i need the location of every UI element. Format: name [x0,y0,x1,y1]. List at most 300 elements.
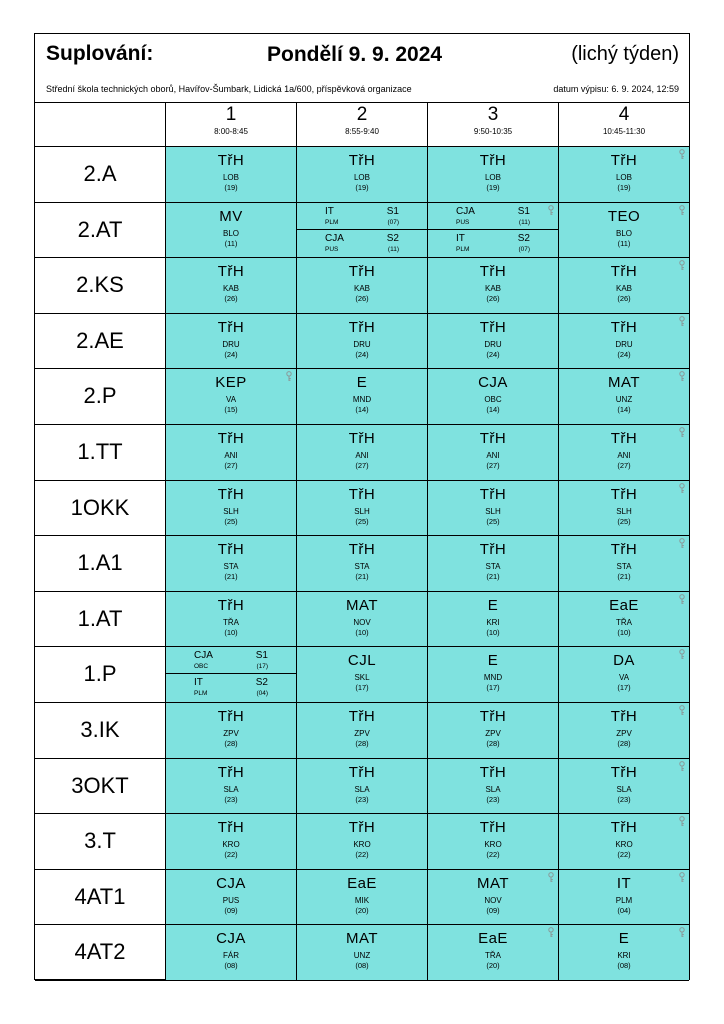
group-label: S1 [386,205,399,217]
lesson-room: (27) [486,461,500,470]
lesson-cell [427,647,558,702]
lesson-subject: TřH [479,318,507,336]
lesson-cell [427,258,558,313]
key-icon [678,483,686,494]
lesson-teacher: KAB [353,284,370,294]
lesson-subject: TřH [217,152,245,169]
key-icon [547,872,555,883]
lesson-subject: E [487,652,499,670]
table-row [35,536,689,592]
lesson-teacher: SLA [354,784,370,794]
lesson-cell [296,647,427,702]
class-label: 1OKK [70,494,130,520]
lesson-cell [427,369,558,424]
group-label: S1 [255,650,268,662]
lesson-teacher: ZPV [223,729,239,738]
lesson-cell [165,369,296,424]
lesson-teacher: SLA [616,784,632,794]
lesson-room: (27) [355,461,369,470]
lesson-teacher: NOV [484,895,502,905]
lesson-room: (15) [224,405,238,415]
lesson-room: (07) [518,245,530,253]
lesson-teacher: LOB [222,173,239,182]
lesson-teacher: PUS [325,245,339,253]
lesson-cell [558,481,689,536]
lesson-cell [427,314,558,369]
lesson-teacher: PLM [456,245,470,253]
lesson-teacher: KRO [222,840,240,850]
lesson-teacher: SLH [223,506,239,516]
lesson-cell [427,814,558,869]
lesson-teacher: DRU [615,339,633,349]
lesson-subject: TřH [610,152,638,169]
lesson-subject: IT [325,205,334,217]
period-time: 9:50-10:35 [473,127,513,136]
lesson-teacher: SLA [223,784,239,794]
lesson-cell [427,147,558,202]
lesson-cell [165,870,296,925]
lesson-room: (26) [355,294,369,304]
lesson-teacher: DRU [222,339,240,349]
lesson-teacher: TŘA [616,617,632,627]
lesson-subject: EaE [347,874,377,892]
lesson-room: (20) [355,905,369,915]
class-label: 3OKT [71,772,129,798]
lesson-subject: CJL [347,652,377,670]
lesson-cell [558,703,689,758]
lesson-teacher: TŘA [485,951,501,961]
lesson-teacher: PUS [456,218,470,226]
lesson-subject: TřH [610,763,638,781]
group-lesson [297,203,427,230]
lesson-room: (17) [617,683,631,693]
lesson-subject: TřH [479,819,507,837]
lesson-subject: TřH [610,263,638,281]
lesson-subject: TřH [610,819,638,837]
lesson-room: (22) [355,850,369,860]
lesson-teacher: KAB [222,284,239,294]
class-label: 1.AT [77,605,123,631]
lesson-cell [427,870,558,925]
lesson-room: (20) [486,961,500,971]
lesson-cell [296,203,427,258]
lesson-cell [296,592,427,647]
key-icon [678,149,686,160]
lesson-cell [165,647,296,702]
lesson-cell [558,814,689,869]
lesson-room: (11) [224,238,238,248]
lesson-room: (24) [617,349,631,359]
class-label: 1.TT [77,439,123,464]
lesson-subject: TřH [610,318,638,336]
key-icon [678,649,686,660]
lesson-subject: TřH [217,541,245,559]
lesson-teacher: STA [616,562,632,572]
class-label: 2.KS [76,272,124,298]
lesson-teacher: SLH [354,506,370,516]
table-row [35,814,689,870]
lesson-subject: TřH [479,763,507,781]
lesson-room: (19) [486,183,500,192]
lesson-teacher: LOB [353,173,370,182]
lesson-teacher: STA [485,562,501,572]
key-icon [678,427,686,438]
key-icon [678,205,686,216]
lesson-subject: E [618,930,630,948]
lesson-room: (27) [617,461,631,470]
lesson-cell [558,759,689,814]
lesson-teacher: NOV [353,617,371,627]
lesson-room: (14) [355,405,369,415]
key-icon [678,705,686,716]
lesson-cell [296,870,427,925]
lesson-subject: TřH [610,430,638,447]
table-row [35,481,689,537]
lesson-subject: TřH [610,541,638,559]
lesson-subject: CJA [194,650,213,662]
table-row [35,703,689,759]
lesson-room: (10) [617,627,631,637]
lesson-room: (19) [224,183,238,192]
table-row [35,314,689,370]
lesson-cell [165,759,296,814]
group-lesson [166,674,296,701]
lesson-room: (11) [518,218,530,226]
lesson-teacher: MND [483,673,503,683]
lesson-room: (07) [387,218,399,226]
lesson-subject: TřH [217,819,245,837]
key-icon [678,927,686,938]
lesson-subject: TřH [479,430,507,447]
lesson-room: (23) [224,794,238,804]
table-row [35,592,689,648]
lesson-cell [558,147,689,202]
lesson-subject: TřH [348,430,376,447]
lesson-subject: TřH [217,708,245,725]
lesson-subject: TřH [348,152,376,169]
table-row [35,258,689,314]
lesson-subject: MAT [476,874,510,892]
lesson-subject: E [356,374,368,392]
lesson-room: (04) [617,905,631,915]
key-icon [547,205,555,216]
lesson-room: (28) [617,739,631,748]
lesson-cell [558,592,689,647]
lesson-cell [427,425,558,480]
lesson-cell [165,481,296,536]
lesson-room: (08) [224,961,238,971]
lesson-teacher: PLM [615,895,633,905]
period-time: 10:45-11:30 [602,127,646,136]
lesson-cell [165,925,296,980]
lesson-room: (27) [224,461,238,470]
lesson-teacher: OBC [484,395,502,405]
lesson-room: (11) [617,238,631,248]
key-icon [285,371,293,382]
lesson-room: (17) [355,683,369,693]
lesson-room: (24) [355,349,369,359]
lesson-room: (08) [617,961,631,971]
lesson-teacher: PUS [222,895,240,905]
class-label: 2.AE [76,327,124,353]
lesson-subject: KEP [215,374,247,392]
lesson-room: (10) [355,627,369,637]
lesson-room: (25) [355,516,369,526]
lesson-room: (10) [224,627,238,637]
lesson-subject: MAT [345,930,379,948]
period-number: 2 [356,104,368,125]
lesson-teacher: SLH [485,506,501,516]
lesson-teacher: DRU [484,339,502,349]
lesson-teacher: ANI [617,451,631,460]
lesson-cell [427,536,558,591]
lesson-room: (14) [617,405,631,415]
lesson-subject: EaE [478,930,508,948]
lesson-teacher: MND [352,395,372,405]
lesson-cell [165,703,296,758]
lesson-room: (09) [486,905,500,915]
lesson-subject: TřH [348,819,376,837]
lesson-room: (14) [486,405,500,415]
period-header-row [35,102,689,147]
lesson-teacher: VA [618,673,630,683]
lesson-subject: TřH [610,485,638,503]
lesson-subject: CJA [216,874,246,892]
lesson-cell [165,314,296,369]
lesson-cell [165,814,296,869]
lesson-cell [165,536,296,591]
group-lesson [297,230,427,257]
lesson-room: (24) [224,349,238,359]
lesson-subject: TřH [217,318,245,336]
group-label: S2 [255,677,268,689]
lesson-teacher: OBC [194,663,209,671]
lesson-subject: TřH [479,708,507,725]
class-label: 1.P [83,661,117,687]
key-icon [678,538,686,549]
lesson-subject: TřH [217,596,245,614]
lesson-teacher: KRO [615,840,633,850]
lesson-teacher: KRI [486,617,500,627]
lesson-room: (11) [387,245,399,253]
lesson-subject: CJA [325,232,344,244]
lesson-cell [558,647,689,702]
key-icon [678,371,686,382]
lesson-cell [558,536,689,591]
lesson-subject: TřH [348,318,376,336]
lesson-teacher: UNZ [353,951,371,961]
period-number: 1 [225,104,237,125]
class-label: 4AT1 [74,883,126,909]
lesson-subject: IT [616,874,632,892]
lesson-teacher: PLM [325,218,339,226]
lesson-teacher: KAB [615,284,632,294]
lesson-teacher: LOB [484,173,501,182]
period-header-1 [165,102,296,146]
lesson-room: (28) [486,739,500,748]
lesson-subject: TřH [348,541,376,559]
lesson-teacher: KRI [617,951,631,961]
lesson-cell [296,425,427,480]
lesson-subject: MAT [345,596,379,614]
lesson-room: (26) [224,294,238,304]
lesson-teacher: BLO [222,228,239,238]
lesson-cell [296,703,427,758]
lesson-cell [165,425,296,480]
lesson-room: (19) [617,183,631,192]
group-lesson [428,230,558,257]
lesson-room: (23) [486,794,500,804]
lesson-cell [558,203,689,258]
lesson-cell [427,592,558,647]
lesson-cell [296,314,427,369]
lesson-subject: TřH [479,485,507,503]
lesson-teacher: KRO [353,840,371,850]
lesson-teacher: VA [225,395,237,405]
lesson-room: (25) [224,516,238,526]
lesson-subject: IT [456,232,465,244]
lesson-room: (08) [355,961,369,971]
lesson-cell [558,425,689,480]
key-icon [678,316,686,327]
key-icon [547,927,555,938]
lesson-cell [165,592,296,647]
lesson-subject: CJA [456,205,475,217]
lesson-cell [296,147,427,202]
lesson-teacher: PLM [194,690,208,698]
lesson-subject: TřH [610,708,638,725]
sheet-header [35,34,689,103]
lesson-cell [427,203,558,258]
lesson-cell [558,258,689,313]
lesson-subject: EaE [609,596,639,614]
lesson-subject: TřH [217,763,245,781]
lesson-cell [296,925,427,980]
lesson-teacher: ANI [224,451,238,460]
key-icon [678,260,686,271]
lesson-teacher: MIK [354,895,370,905]
table-row [35,147,689,203]
lesson-cell [427,759,558,814]
lesson-room: (26) [486,294,500,304]
lesson-subject: TřH [479,263,507,281]
lesson-cell [427,481,558,536]
lesson-teacher: SKL [354,673,370,683]
lesson-teacher: SLA [485,784,501,794]
week-parity: (lichý týden) [571,43,679,65]
lesson-cell [427,925,558,980]
group-label: S1 [517,205,530,217]
lesson-room: (25) [617,516,631,526]
lesson-room: (04) [256,690,268,698]
lesson-room: (21) [355,572,369,582]
lesson-teacher: STA [354,562,370,572]
period-number: 3 [487,104,499,125]
lesson-teacher: KRO [484,840,502,850]
lesson-subject: MAT [607,374,641,392]
lesson-teacher: BLO [615,228,632,238]
lesson-teacher: STA [223,562,239,572]
lesson-room: (21) [224,572,238,582]
class-label: 2.P [83,383,117,409]
lesson-room: (28) [224,739,238,748]
lesson-cell [165,203,296,258]
period-number: 4 [618,104,630,125]
lesson-teacher: UNZ [615,395,633,405]
key-icon [678,872,686,883]
lesson-cell [296,369,427,424]
lesson-room: (26) [617,294,631,304]
group-label: S2 [386,232,399,244]
lesson-teacher: KAB [484,284,501,294]
lesson-subject: TřH [348,708,376,725]
table-row [35,647,689,703]
school-name: Střední škola technických oborů, Havířov-Šumbark, Lidická 1a/600, příspěvková organizace [46,84,412,94]
date-heading: Pondělí 9. 9. 2024 [267,43,443,66]
group-lesson [166,647,296,674]
lesson-teacher: ZPV [616,729,632,738]
lesson-cell [296,536,427,591]
lesson-cell [296,481,427,536]
class-label: 4AT2 [74,939,126,965]
lesson-cell [296,814,427,869]
lesson-teacher: TŘA [223,617,239,627]
lesson-teacher: ZPV [354,729,370,738]
lesson-room: (23) [355,794,369,804]
lesson-subject: TřH [479,152,507,169]
lesson-cell [296,759,427,814]
table-row [35,870,689,926]
lesson-room: (23) [617,794,631,804]
period-time: 8:55-9:40 [345,127,379,136]
lesson-teacher: ANI [486,451,500,460]
lesson-cell [558,870,689,925]
lesson-teacher: DRU [353,339,371,349]
lesson-room: (22) [486,850,500,860]
lesson-cell [165,147,296,202]
lesson-room: (25) [486,516,500,526]
lesson-teacher: ZPV [485,729,501,738]
lesson-room: (22) [617,850,631,860]
class-label: 2.AT [77,216,123,242]
lesson-cell [165,258,296,313]
lesson-teacher: LOB [615,173,632,182]
lesson-subject: CJA [478,374,508,392]
print-date: datum výpisu: 6. 9. 2024, 12:59 [553,84,679,94]
group-lesson [428,203,558,230]
lesson-subject: CJA [216,930,246,948]
lesson-room: (28) [355,739,369,748]
lesson-subject: TřH [348,763,376,781]
lesson-room: (17) [486,683,500,693]
lesson-cell [558,369,689,424]
period-header-3 [427,102,558,146]
lesson-room: (10) [486,627,500,637]
table-row [35,369,689,425]
table-row [35,203,689,259]
period-header-4 [558,102,689,146]
lesson-subject: DA [613,652,635,670]
lesson-subject: MV [219,207,243,225]
table-row [35,759,689,815]
lesson-cell [427,703,558,758]
lesson-teacher: ANI [355,451,369,460]
substitution-sheet [34,33,690,980]
class-label: 3.T [84,828,116,854]
key-icon [678,594,686,605]
lesson-room: (21) [486,572,500,582]
lesson-cell [296,258,427,313]
